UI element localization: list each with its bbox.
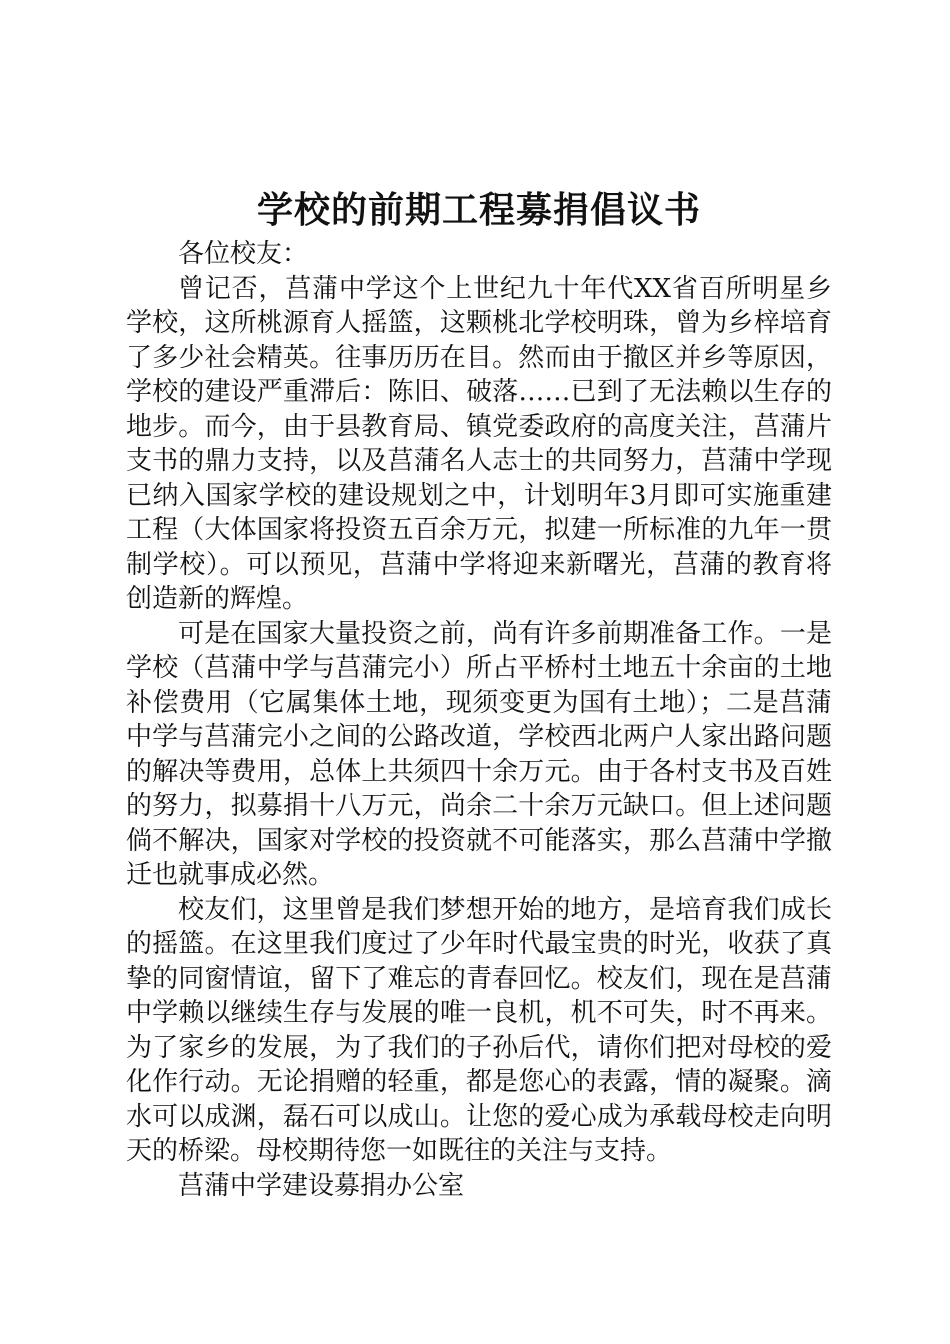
signature: 莒蒲中学建设募捐办公室 [178, 1170, 465, 1201]
paragraph-2: 可是在国家大量投资之前，尚有许多前期准备工作。一是学校（莒蒲中学与莒蒲完小）所占平桥村土地五十余亩的土地补偿费用（它属集体土地，现须变更为国有土地）；二是莒蒲中学与莒蒲完小之间的公路改道，学校西北两户人家出路问题的解决等费用，总体上共须四十余万元。由于各村支书及百姓的努力，拟募捐十八万元，尚余二十余万元缺口。但上述问题倘不解决，国家对学校的投资就不可能落实，那么莒蒲中学撤迁也就事成必然。 [126, 618, 832, 890]
document-page [126, 185, 832, 1203]
paragraph-3: 校友们，这里曾是我们梦想开始的地方，是培育我们成长的摇篮。在这里我们度过了少年时代最宝贵的时光，收获了真挚的同窗情谊，留下了难忘的青春回忆。校友们，现在是莒蒲中学赖以继续生存与发展的唯一良机，机不可失，时不再来。为了家乡的发展，为了我们的子孙后代，请你们把对母校的爱化作行动。无论捐赠的轻重，都是您心的表露，情的凝聚。滴水可以成渊，磊石可以成山。让您的爱心成为承载母校走向明天的桥梁。母校期待您一如既往的关注与支持。 [126, 894, 832, 1166]
paragraph-1: 曾记否，莒蒲中学这个上世纪九十年代XX省百所明星乡学校，这所桃源育人摇篮，这颗桃北学校明珠，曾为乡梓培育了多少社会精英。往事历历在目。然而由于撤区并乡等原因，学校的建设严重滞后：陈旧、破落……已到了无法赖以生存的地步。而今，由于县教育局、镇党委政府的高度关注，莒蒲片支书的鼎力支持，以及莒蒲名人志士的共同努力，莒蒲中学现已纳入国家学校的建设规划之中，计划明年3月即可实施重建工程（大体国家将投资五百余万元，拟建一所标准的九年一贯制学校）。可以预见，莒蒲中学将迎来新曙光，莒蒲的教育将创造新的辉煌。 [126, 273, 832, 614]
document-title: 学校的前期工程募捐倡议书 [256, 189, 701, 231]
salutation: 各位校友： [178, 239, 309, 269]
